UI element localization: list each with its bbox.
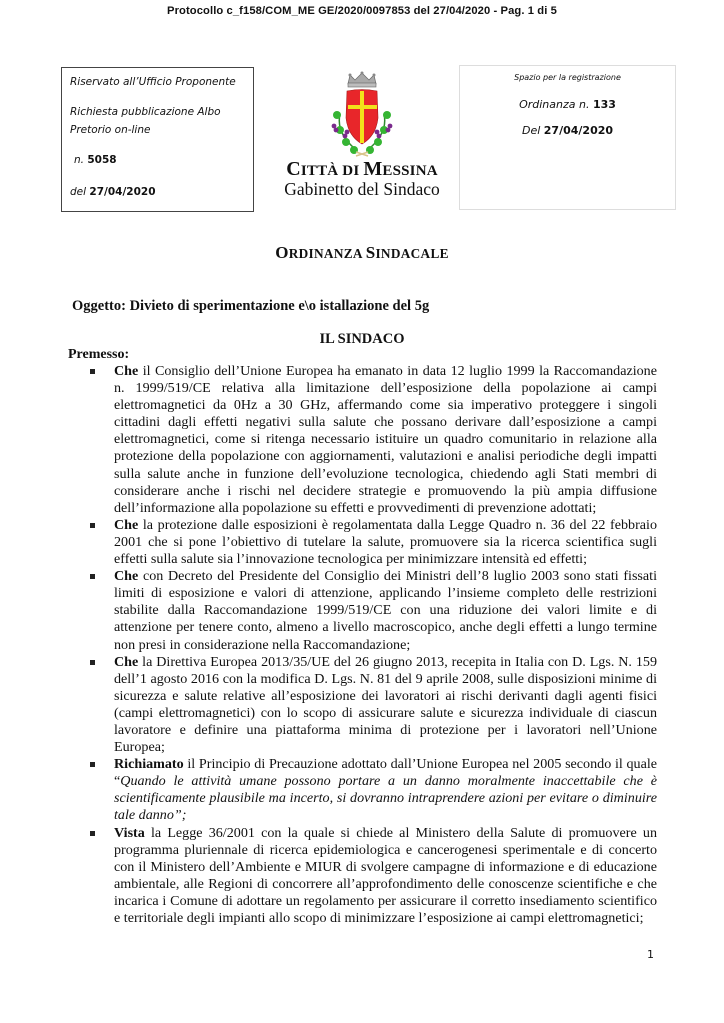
list-item: Vista la Legge 36/2001 con la quale si chiede al Ministero della Salute di promuovere un programma pluriennale di ricerca epidemiologica e cancerogenesi sperimentale e di concerto con il Ministero dell’Ambiente e MIUR di svolgere campagne di informazione e di educazione ambientale, alle Regioni di concorrere all’approfondimento delle conoscenze scientifiche e che incarica i Comune di adottare un regolamento per assicurare il corretto insediamento scientifico e territoriale degli impianti allo scopo di minimizzare l’esposizione ai campi elettromagnetici; xyxy=(86,825,657,928)
list-item: Che la Direttiva Europea 2013/35/UE del 26 giugno 2013, recepita in Italia con D. Lgs. N. 159 dell’1 agosto 2016 con la modifica D. Lgs. N. 81 del 9 aprile 2008, sulle disposizioni minime di sicurezza e salute relative all’esposizione dei lavoratori ai rischi derivanti dagli agenti fisici (campi elettromagnetici) con lo scopo di assicurare salute e sicurezza individuale di ciascun lavoratore e definire una piattaforma minima di protezione per i lavoratori nell’Unione Europea; xyxy=(86,654,657,757)
list-item: Richiamato il Principio di Precauzione adottato dall’Unione Europea nel 2005 secondo il quale “Quando le attività umane possono portare a un danno moralmente inaccettabile che è scientificamente plausibile ma incerto, si dovranno intraprendere azioni per evitare o diminuire tale danno”; xyxy=(86,756,657,824)
ordinance-date: Del 27/04/2020 xyxy=(521,124,614,137)
office-name: Gabinetto del Sindaco xyxy=(284,179,440,199)
city-heading xyxy=(262,158,462,200)
premises-list xyxy=(86,363,657,927)
premesso-heading: Premesso: xyxy=(68,347,130,362)
registration-caption: Spazio per la registrazione xyxy=(514,73,621,82)
subject-line: Oggetto: Divieto di sperimentazione e\o istallazione del 5g xyxy=(72,298,430,314)
il-sindaco-heading: IL SINDACO xyxy=(319,331,405,347)
protocol-header: Protocollo c_f158/COM_ME GE/2020/0097853 del 27/04/2020 - Pag. 1 di 5 xyxy=(167,5,557,17)
reserved-office-box xyxy=(61,67,254,212)
request-number: n. 5058 xyxy=(74,154,117,166)
ordinance-number: Ordinanza n. 133 xyxy=(519,98,616,111)
reserved-office-label: Riservato all’Ufficio Proponente xyxy=(70,76,236,88)
list-item: Che la protezione dalle esposizioni è regolamentata dalla Legge Quadro n. 36 del 22 febbraio 2001 che si pone l’obiettivo di tutelare la salute, promuovere sia la ricerca scientifica sugli effetti sulla salute sia l’innovazione tecnologica per minimizzare intensità ed effetti; xyxy=(86,517,657,568)
list-item: Che con Decreto del Presidente del Consiglio dei Ministri dell’8 luglio 2003 sono stati fissati limiti di esposizione e valori di attenzione, applicando l’insieme completo delle restrizioni stabilite dalla Raccomandazione 1999/519/CE con una riduzione dei valori limite e di attenzione per tenere conto, almeno a livello macroscopico, anche degli effetti a lungo termine non presi in considerazione nella Raccomandazione; xyxy=(86,568,657,653)
registration-box xyxy=(459,65,676,210)
list-item: Che il Consiglio dell’Unione Europea ha emanato in data 12 luglio 1999 la Raccomandazione n. 1999/519/CE relativa alla limitazione dell’esposizione della popolazione ai campi elettromagnetici da 0Hz a 30 GHz, affermando come sia imperativo proteggere i singoli cittadini dagli effetti negativi sulla salute che possano derivare dall’esposizione a campi elettromagnetici, come si ritenga necessario istituire un quadro comunitario in relazione alla protezione della popolazione con aggiornamenti, valutazioni e analisi periodiche degli impatti sulla salute anche in funzione dell’evoluzione tecnologica, chiedendo agli Stati membri di considerare anche i rischi nel decidere strategie e promuovendo la più ampia diffusione dell’informazione alla popolazione su effetti e provvedimenti di prevenzione adottati; xyxy=(86,363,657,517)
page-number: 1 xyxy=(647,948,654,961)
publication-request-label: Richiesta pubblicazione Albo xyxy=(70,106,221,118)
request-date: del 27/04/2020 xyxy=(70,186,156,198)
document-title: ORDINANZA SINDACALE xyxy=(275,243,449,262)
city-coat-of-arms-icon xyxy=(328,70,396,160)
city-name: CITTÀ DI MESSINA xyxy=(286,158,438,180)
publication-request-label-2: Pretorio on-line xyxy=(70,124,151,136)
